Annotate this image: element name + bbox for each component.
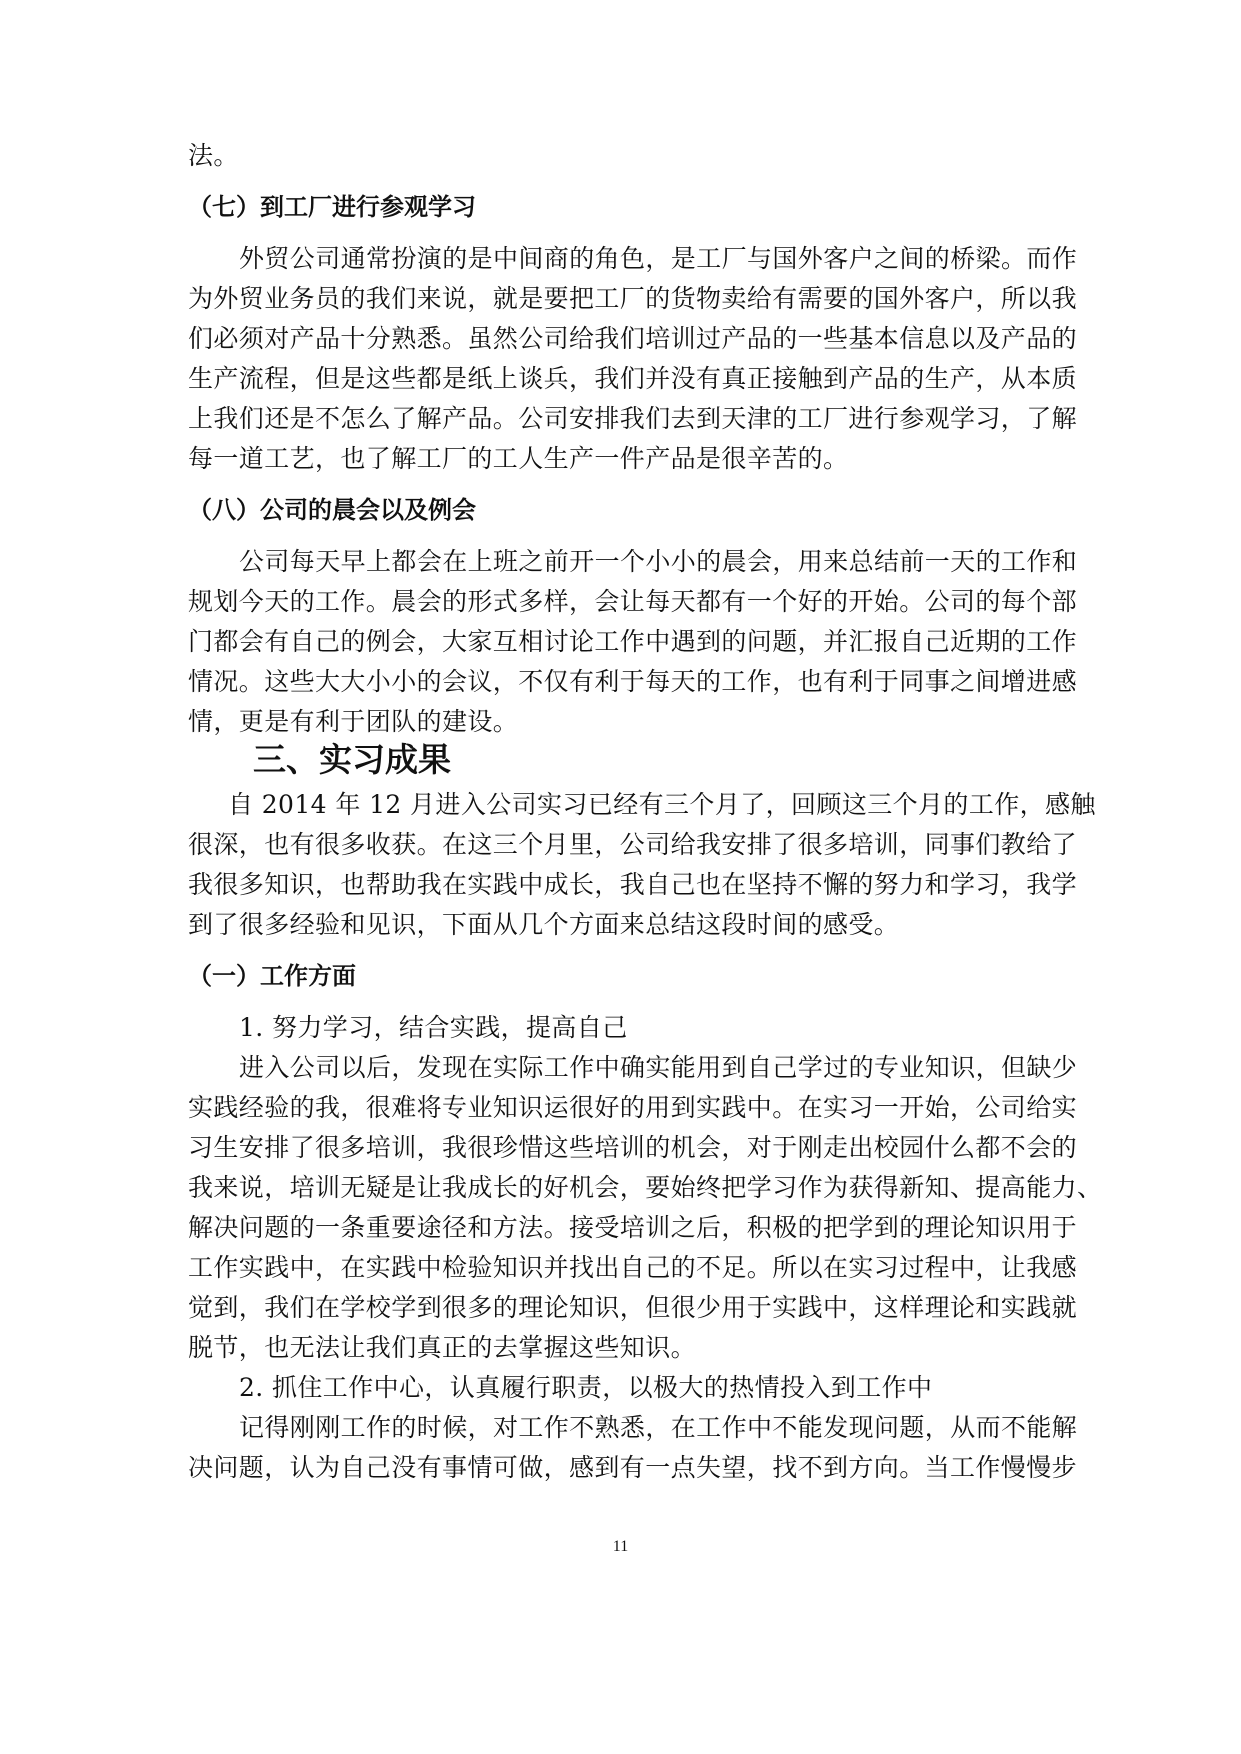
chapter-3-intro-line-2: 很深，也有很多收获。在这三个月里，公司给我安排了很多培训，同事们教给了 (188, 830, 1078, 859)
section-7-line-2: 为外贸业务员的我们来说，就是要把工厂的货物卖给有需要的国外客户，所以我 (188, 284, 1078, 313)
chapter-3-intro-line-4: 到了很多经验和见识，下面从几个方面来总结这段时间的感受。 (188, 910, 900, 939)
subsection-1-heading: （一）工作方面 (188, 962, 356, 990)
chapter-3-intro-line-1: 自 2014 年 12 月进入公司实习已经有三个月了，回顾这三个月的工作，感触 (228, 790, 1096, 819)
section-8-line-1: 公司每天早上都会在上班之前开一个小小的晨会，用来总结前一天的工作和 (239, 547, 1078, 576)
item-1-line-1: 进入公司以后，发现在实际工作中确实能用到自己学过的专业知识，但缺少 (239, 1053, 1078, 1082)
item-1-line-3: 习生安排了很多培训，我很珍惜这些培训的机会，对于刚走出校园什么都不会的 (188, 1133, 1078, 1162)
section-7-line-1: 外贸公司通常扮演的是中间商的角色，是工厂与国外客户之间的桥梁。而作 (239, 244, 1078, 273)
chapter-3-intro-line-3: 我很多知识，也帮助我在实践中成长，我自己也在坚持不懈的努力和学习，我学 (188, 870, 1078, 899)
continuation-text: 法。 (188, 141, 239, 170)
item-1-line-4: 我来说，培训无疑是让我成长的好机会，要始终把学习作为获得新知、提高能力、 (188, 1173, 1103, 1202)
item-1-line-2: 实践经验的我，很难将专业知识运很好的用到实践中。在实习一开始，公司给实 (188, 1093, 1078, 1122)
item-1-line-6: 工作实践中，在实践中检验知识并找出自己的不足。所以在实习过程中，让我感 (188, 1253, 1078, 1282)
section-8-line-2: 规划今天的工作。晨会的形式多样，会让每天都有一个好的开始。公司的每个部 (188, 587, 1078, 616)
item-1-line-7: 觉到，我们在学校学到很多的理论知识，但很少用于实践中，这样理论和实践就 (188, 1293, 1078, 1322)
item-2-line-2: 决问题，认为自己没有事情可做，感到有一点失望，找不到方向。当工作慢慢步 (188, 1453, 1078, 1482)
section-7-line-5: 上我们还是不怎么了解产品。公司安排我们去到天津的工厂进行参观学习，了解 (188, 404, 1078, 433)
item-2-title: 2. 抓住工作中心，认真履行职责，以极大的热情投入到工作中 (239, 1373, 933, 1402)
section-7-heading: （七）到工厂进行参观学习 (188, 193, 476, 221)
section-8-heading: （八）公司的晨会以及例会 (188, 496, 476, 524)
item-1-line-8: 脱节，也无法让我们真正的去掌握这些知识。 (188, 1333, 697, 1362)
item-1-title: 1. 努力学习，结合实践，提高自己 (239, 1013, 628, 1042)
section-8-line-3: 门都会有自己的例会，大家互相讨论工作中遇到的问题，并汇报自己近期的工作 (188, 627, 1078, 656)
item-2-line-1: 记得刚刚工作的时候，对工作不熟悉，在工作中不能发现问题，从而不能解 (239, 1413, 1078, 1442)
chapter-3-title: 三、实习成果 (253, 740, 451, 779)
section-8-line-5: 情，更是有利于团队的建设。 (188, 707, 519, 736)
page-number: 11 (612, 1538, 629, 1555)
section-7-line-3: 们必须对产品十分熟悉。虽然公司给我们培训过产品的一些基本信息以及产品的 (188, 324, 1078, 353)
section-7-line-6: 每一道工艺，也了解工厂的工人生产一件产品是很辛苦的。 (188, 444, 849, 473)
item-1-line-5: 解决问题的一条重要途径和方法。接受培训之后，积极的把学到的理论知识用于 (188, 1213, 1078, 1242)
section-8-line-4: 情况。这些大大小小的会议，不仅有利于每天的工作，也有利于同事之间增进感 (188, 667, 1078, 696)
section-7-line-4: 生产流程，但是这些都是纸上谈兵，我们并没有真正接触到产品的生产，从本质 (188, 364, 1078, 393)
